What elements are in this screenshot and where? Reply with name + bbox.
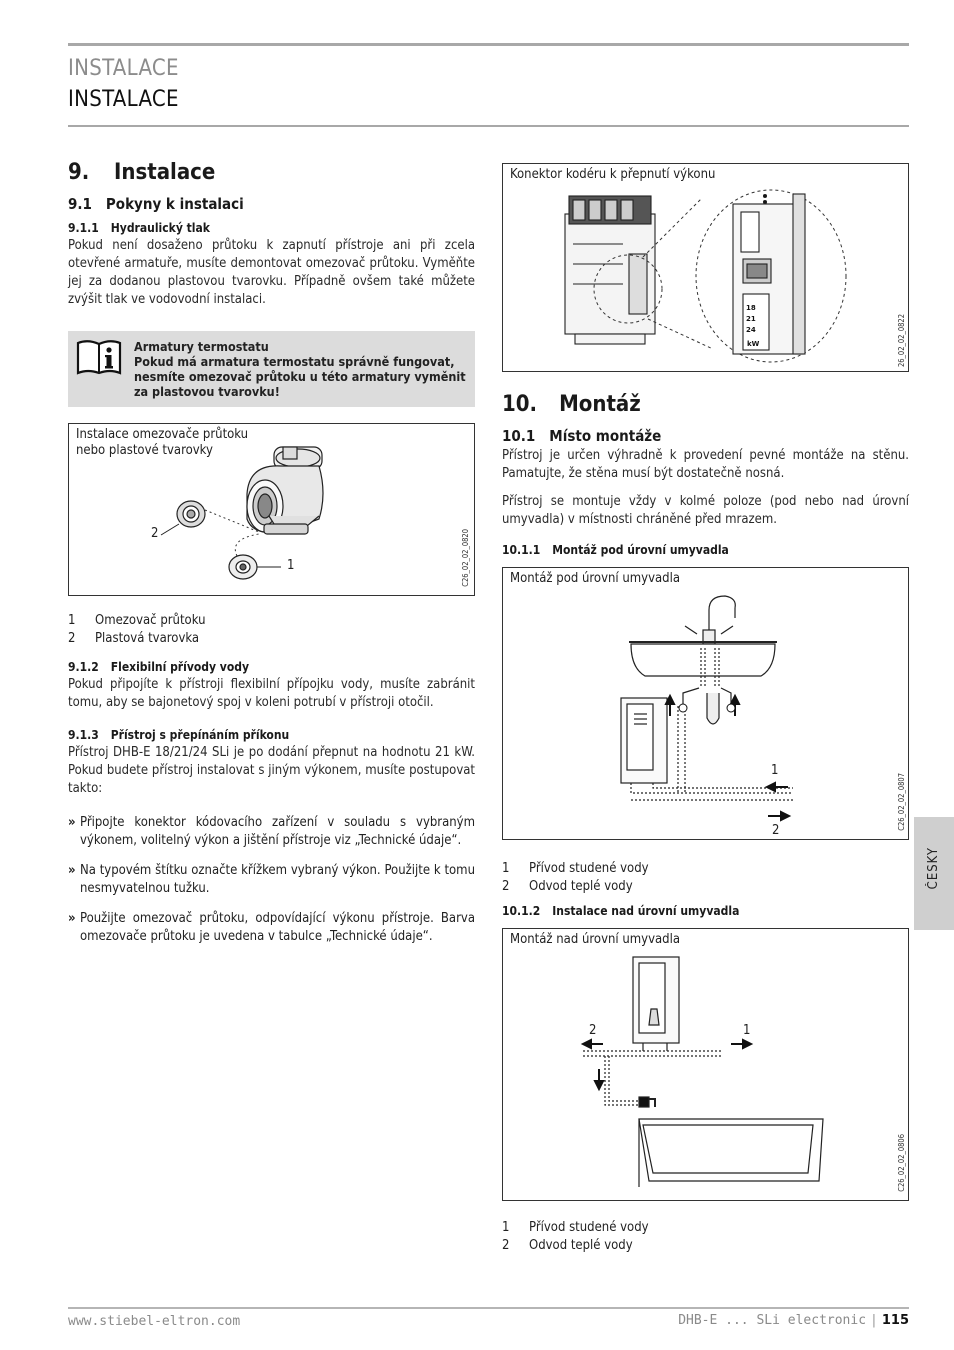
language-tab: ČESKY xyxy=(914,817,954,930)
figure-code: 26_02_02_0822 xyxy=(897,314,906,368)
legend-item: 2 Plastová tvarovka xyxy=(68,631,200,646)
heading-10-1: 10.1 Místo montáže xyxy=(502,427,662,445)
heading-10: 10. Montáž xyxy=(502,392,641,417)
note-text: Pokud má armatura termostatu správně fungovat, nesmíte omezovač průtoku u této armatury vyměnit za plastovou tvarovku! xyxy=(134,354,466,399)
legend-item: 2 Odvod teplé vody xyxy=(502,1238,633,1253)
heading-9-1-2: 9.1.2 Flexibilní přívody vody xyxy=(68,660,250,674)
header-rule-bottom xyxy=(68,125,909,127)
figure-code: C26_02_02_0807 xyxy=(897,773,906,831)
coding-connector-illustration xyxy=(503,164,908,371)
paragraph-10-1-b: Přístroj se montuje vždy v kolmé poloze (pod nebo nad úrovní umyvadla) v místnosti chráněné před mrazem. xyxy=(502,494,909,527)
kw-21-label: 21 xyxy=(746,315,756,323)
footer-product: DHB-E ... SLi electronic | 115 xyxy=(678,1313,909,1328)
figure-caption: Montáž pod úrovní umyvadla xyxy=(510,571,681,586)
legend-list xyxy=(68,612,475,648)
note-box xyxy=(68,331,475,407)
paragraph-9-1-1: Pokud není dosaženo průtoku k zapnutí přístroje ani při zcela otevřené armatuře, musíte demontovat omezovač průtoku. Vyměňte jej za dodanou plastovou tvarovku. Případně ovšem také můžete zvýšit tlak ve vodovodní instalaci. xyxy=(68,238,475,307)
kw-18-label: 18 xyxy=(746,304,756,312)
figure-label-1: 1 xyxy=(287,558,295,573)
bullet-item: » Použijte omezovač průtoku, odpovídající výkonu přístroje. Barva omezovače průtoku je uvedena v tabulce „Technické údaje“. xyxy=(68,911,475,944)
right-column xyxy=(502,163,909,1255)
legend-item: 1 Přívod studené vody xyxy=(502,861,649,876)
legend-item: 1 Přívod studené vody xyxy=(502,1220,649,1235)
legend-list xyxy=(502,1219,909,1255)
figure-caption: Instalace omezovače průtoku xyxy=(76,427,249,442)
figure-label-1: 1 xyxy=(743,1023,751,1038)
below-basin-illustration xyxy=(503,568,908,839)
figure-label-2: 2 xyxy=(151,526,159,541)
kw-24-label: 24 xyxy=(746,326,756,334)
flow-restrictor-illustration xyxy=(69,424,474,595)
figure-coding-connector xyxy=(502,163,909,372)
header-rule-top xyxy=(68,43,909,46)
above-basin-illustration xyxy=(503,929,908,1200)
bullet-item: » Připojte konektor kódovacího zařízení v souladu s vybraným výkonem, volitelný výkon a jištění přístroje viz „Technické údaje“. xyxy=(68,815,475,848)
figure-caption: nebo plastové tvarovky xyxy=(76,443,213,458)
footer-rule xyxy=(68,1307,909,1309)
heading-9-1: 9.1 Pokyny k instalaci xyxy=(68,195,244,213)
figure-code: C26_02_02_0820 xyxy=(461,529,470,587)
header-title-gray: INSTALACE xyxy=(68,56,179,81)
left-column xyxy=(68,160,475,946)
figure-caption: Konektor kodéru k přepnutí výkonu xyxy=(510,167,716,182)
bullet-item: » Na typovém štítku označte křížkem vybraný výkon. Použijte k tomu nesmyvatelnou tužku. xyxy=(68,863,475,896)
footer-url[interactable]: www.stiebel-eltron.com xyxy=(68,1314,241,1329)
paragraph-10-1-a: Přístroj je určen výhradně k provedení pevné montáže na stěnu. Pamatujte, že stěna musí být dostatečně nosná. xyxy=(502,448,909,481)
heading-9: 9. Instalace xyxy=(68,160,216,185)
heading-10-1-2: 10.1.2 Instalace nad úrovní umyvadla xyxy=(502,904,740,918)
heading-9-1-3: 9.1.3 Přístroj s přepínáním příkonu xyxy=(68,728,290,742)
page-number: 115 xyxy=(881,1313,909,1328)
note-title: Armatury termostatu xyxy=(134,339,269,354)
figure-code: C26_02_02_0806 xyxy=(897,1134,906,1192)
manual-info-icon xyxy=(76,339,122,399)
figure-label-1: 1 xyxy=(771,763,779,778)
figure-caption: Montáž nad úrovní umyvadla xyxy=(510,932,681,947)
heading-10-1-1: 10.1.1 Montáž pod úrovní umyvadla xyxy=(502,543,729,557)
header-title: INSTALACE xyxy=(68,87,179,112)
heading-9-1-1: 9.1.1 Hydraulický tlak xyxy=(68,221,210,235)
legend-list xyxy=(502,860,909,896)
legend-item: 1 Omezovač průtoku xyxy=(68,613,206,628)
paragraph-9-1-3: Přístroj DHB-E 18/21/24 SLi je po dodání přepnut na hodnotu 21 kW. Pokud budete přístroj instalovat s jiným výkonem, musíte postupovat takto: xyxy=(68,745,475,796)
legend-item: 2 Odvod teplé vody xyxy=(502,879,633,894)
bullet-list xyxy=(68,814,475,946)
kw-unit-label: kW xyxy=(747,340,760,348)
figure-above-basin xyxy=(502,928,909,1201)
figure-flow-restrictor xyxy=(68,423,475,596)
figure-label-2: 2 xyxy=(589,1023,597,1038)
figure-below-basin xyxy=(502,567,909,840)
figure-label-2: 2 xyxy=(772,823,780,838)
paragraph-9-1-2: Pokud připojíte k přístroji flexibilní přípojku vody, musíte zabránit tomu, aby se bajonetový spoj v koleni potrubí v přístroji otočil. xyxy=(68,677,475,710)
